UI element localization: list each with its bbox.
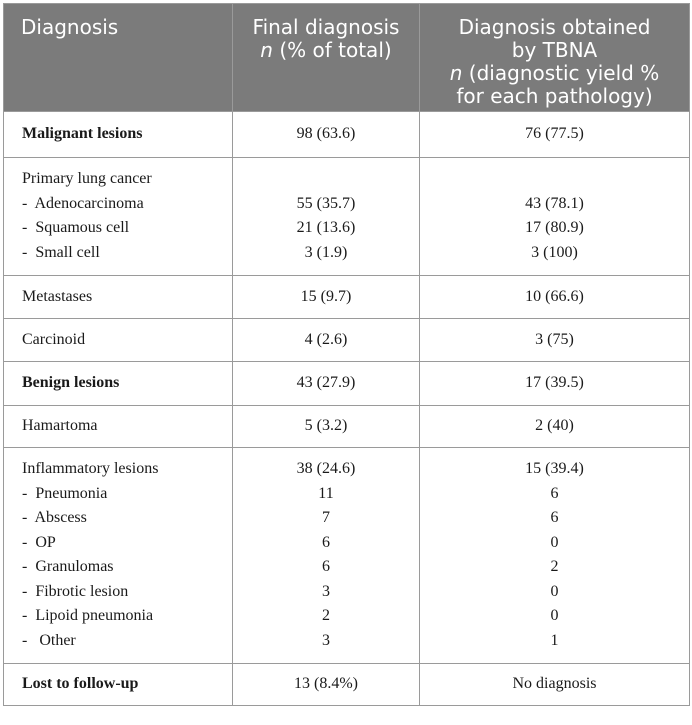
table-row-benign bbox=[4, 362, 690, 406]
header-tbna-line1: Diagnosis obtained bbox=[458, 15, 651, 39]
header-tbna-n: n bbox=[449, 61, 463, 85]
row-tbna-value: 0 bbox=[550, 533, 559, 551]
row-tbna-value: 3 (100) bbox=[531, 243, 578, 261]
row-final-value: 6 bbox=[322, 533, 330, 551]
row-final: 4 (2.6) bbox=[233, 319, 420, 362]
row-tbna-value: 43 (78.1) bbox=[525, 194, 584, 212]
row-final bbox=[233, 158, 420, 276]
row-tbna-value: 15 (39.4) bbox=[525, 460, 584, 477]
row-final-value: 7 bbox=[322, 509, 330, 526]
row-sublabel: - Fibrotic lesion bbox=[22, 582, 129, 600]
row-tbna: No diagnosis bbox=[420, 664, 690, 706]
row-final: 43 (27.9) bbox=[233, 362, 420, 406]
table-row-carcinoid bbox=[4, 319, 690, 362]
header-tbna-line2: by TBNA bbox=[511, 38, 598, 62]
row-sublabel: - Squamous cell bbox=[22, 219, 130, 236]
header-tbna-rest: (diagnostic yield % bbox=[462, 61, 660, 85]
row-tbna-value: 6 bbox=[550, 484, 559, 502]
row-label bbox=[4, 448, 233, 664]
row-final bbox=[233, 448, 420, 664]
row-final: 98 (63.6) bbox=[233, 112, 420, 158]
row-label: Lost to follow-up bbox=[4, 664, 233, 706]
header-row bbox=[4, 4, 690, 112]
header-tbna-line3 bbox=[430, 62, 679, 85]
row-final-value: 6 bbox=[322, 558, 330, 575]
row-tbna bbox=[420, 448, 690, 664]
header-final-n: n bbox=[260, 38, 273, 62]
row-tbna-value: 2 bbox=[550, 558, 559, 575]
row-final: 13 (8.4%) bbox=[233, 664, 420, 706]
row-tbna-value: 0 bbox=[550, 607, 559, 624]
row-final-value: 3 bbox=[322, 631, 330, 649]
row-final-value: 3 bbox=[322, 582, 330, 600]
row-final-value: 11 bbox=[318, 484, 334, 502]
table-row-malignant bbox=[4, 112, 690, 158]
row-label: Metastases bbox=[4, 276, 233, 319]
row-sublabel: - OP bbox=[22, 533, 56, 551]
row-sublabel: - Pneumonia bbox=[22, 484, 108, 502]
row-tbna: 3 (75) bbox=[420, 319, 690, 362]
row-sublabel: - Granulomas bbox=[22, 558, 114, 575]
header-final-line2 bbox=[243, 39, 409, 62]
table-row-metastases bbox=[4, 276, 690, 319]
row-final-value: 2 bbox=[322, 607, 330, 624]
row-sublabel: - Adenocarcinoma bbox=[22, 194, 144, 212]
row-sublabel: - Other bbox=[22, 631, 76, 649]
row-sublabel: - Abscess bbox=[22, 509, 87, 526]
row-sublabel: - Lipoid pneumonia bbox=[22, 607, 154, 624]
row-final: 15 (9.7) bbox=[233, 276, 420, 319]
row-label-main: Inflammatory lesions bbox=[22, 460, 159, 477]
row-final-value: 38 (24.6) bbox=[296, 460, 356, 477]
row-sublabel: - Small cell bbox=[22, 243, 100, 261]
header-final-line1: Final diagnosis bbox=[252, 15, 400, 39]
diagnosis-table bbox=[3, 3, 690, 706]
row-tbna-value: 0 bbox=[550, 582, 559, 600]
row-label: Malignant lesions bbox=[4, 112, 233, 158]
row-tbna-value: 6 bbox=[550, 509, 559, 526]
row-final-value: 55 (35.7) bbox=[296, 194, 356, 212]
row-final-value: 3 (1.9) bbox=[304, 243, 348, 261]
table-row-primary-lung-cancer bbox=[4, 158, 690, 276]
header-tbna-diagnosis bbox=[420, 4, 690, 112]
table-row-inflammatory bbox=[4, 448, 690, 664]
header-final-diagnosis bbox=[233, 4, 420, 112]
row-label-main: Primary lung cancer bbox=[22, 170, 152, 187]
row-label: Carcinoid bbox=[4, 319, 233, 362]
header-tbna-line4: for each pathology) bbox=[456, 84, 653, 108]
row-label: Hamartoma bbox=[4, 406, 233, 448]
row-tbna bbox=[420, 158, 690, 276]
row-tbna: 76 (77.5) bbox=[420, 112, 690, 158]
row-tbna: 17 (39.5) bbox=[420, 362, 690, 406]
row-tbna: 10 (66.6) bbox=[420, 276, 690, 319]
header-diagnosis: Diagnosis bbox=[4, 4, 233, 112]
row-label bbox=[4, 158, 233, 276]
header-final-rest: (% of total) bbox=[272, 38, 392, 62]
table-row-hamartoma bbox=[4, 406, 690, 448]
row-final-value: 21 (13.6) bbox=[296, 219, 356, 236]
table-row-lost-to-follow-up bbox=[4, 664, 690, 706]
row-label: Benign lesions bbox=[4, 362, 233, 406]
row-tbna-value: 1 bbox=[550, 631, 559, 649]
row-final: 5 (3.2) bbox=[233, 406, 420, 448]
row-tbna-value: 17 (80.9) bbox=[525, 219, 584, 236]
row-tbna: 2 (40) bbox=[420, 406, 690, 448]
